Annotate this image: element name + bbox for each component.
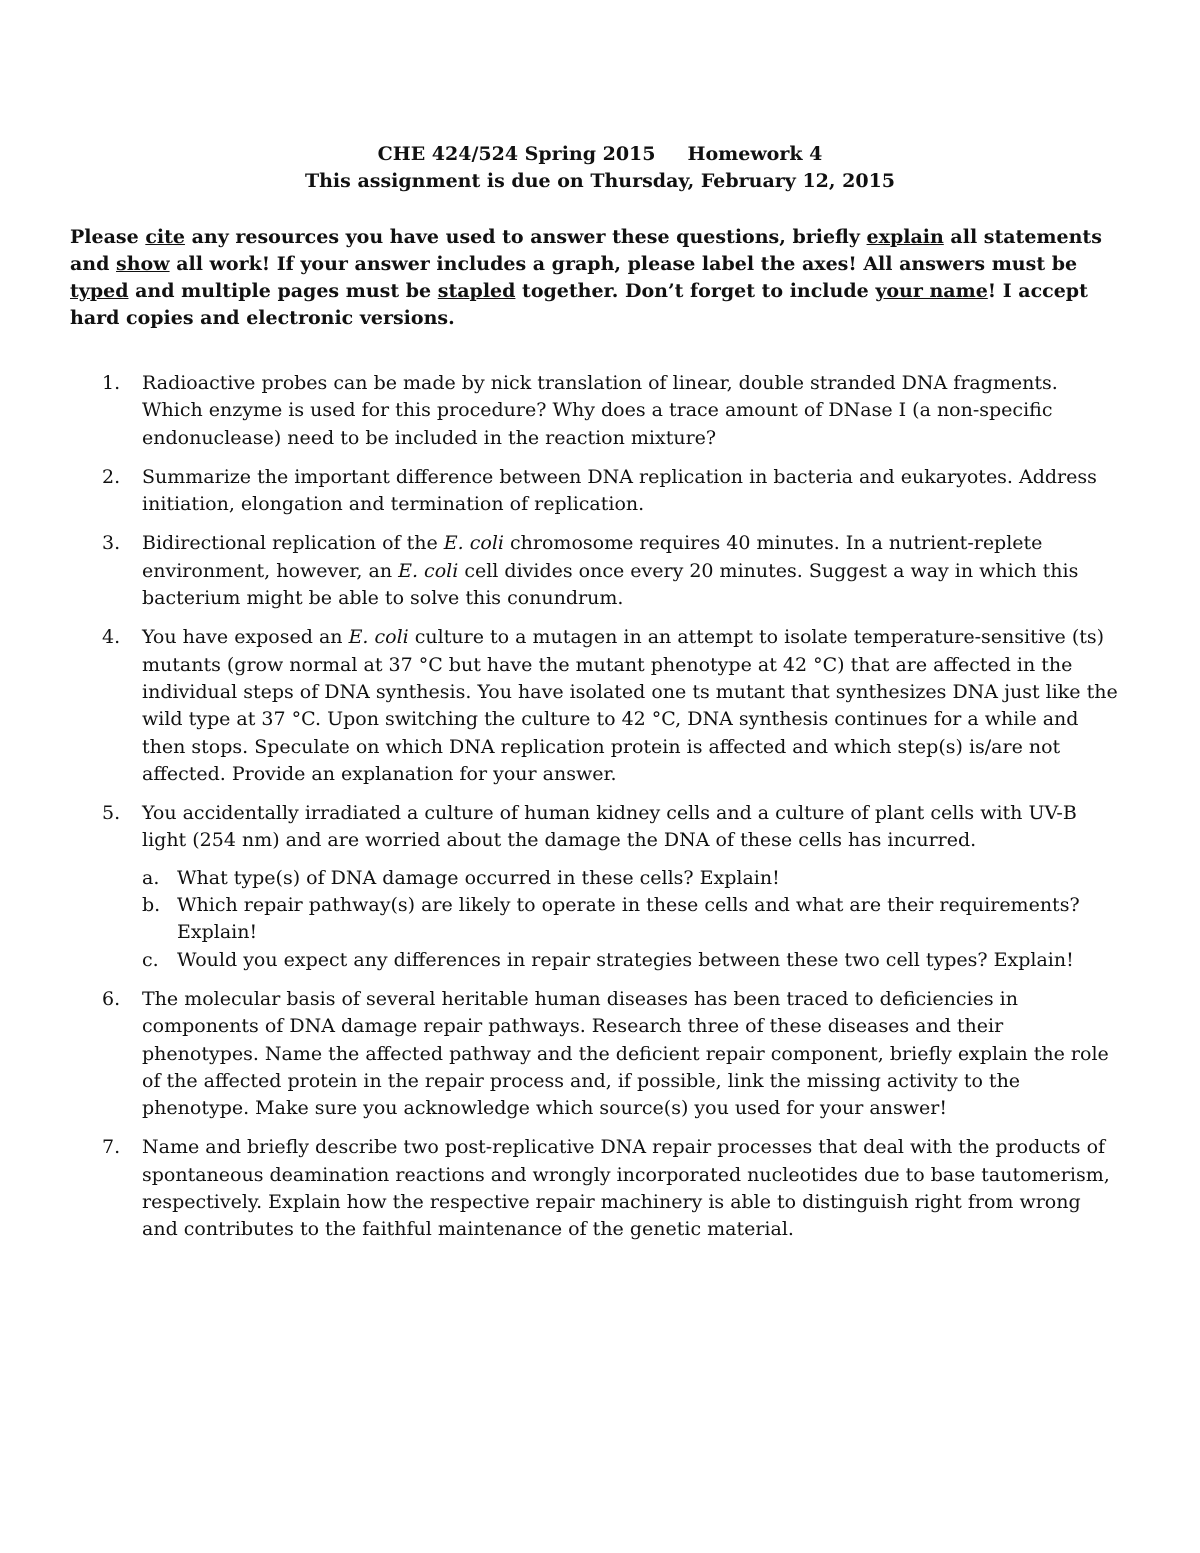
question-text: You accidentally irradiated a culture of human kidney cells and a culture of plant cells with UV-B light (254 nm) and are worried about the damage the DNA of these cells has incurred.	[142, 802, 1077, 852]
question-5	[100, 800, 1120, 974]
question-number: 3.	[102, 532, 121, 555]
instr-text-5: and multiple pages must be	[128, 280, 438, 302]
course-title: CHE 424/524 Spring 2015	[377, 143, 656, 165]
sub-question-text: Which repair pathway(s) are likely to operate in these cells and what are their requirements? Explain!	[177, 894, 1080, 944]
instr-text-3: all statements and	[70, 226, 1102, 275]
question-6	[100, 986, 1120, 1122]
question-text-part: chromosome requires 40 minutes. In a nutrient-replete environment, however, an	[142, 532, 1043, 582]
question-1	[100, 370, 1120, 452]
question-4	[100, 624, 1120, 788]
instr-cite: cite	[145, 226, 185, 248]
question-number: 7.	[102, 1136, 121, 1159]
question-number: 1.	[102, 372, 121, 394]
sub-question-a	[142, 865, 1120, 892]
question-number: 4.	[102, 626, 121, 649]
assignment-title: Homework 4	[687, 143, 823, 165]
sub-question-text: Would you expect any differences in repair strategies between these two cell types? Explain!	[177, 948, 1074, 971]
sub-question-letter: a.	[142, 866, 160, 889]
instr-explain: explain	[866, 226, 944, 248]
question-number: 5.	[102, 802, 121, 825]
instr-text-7: ! I accept hard copies and electronic versions.	[70, 280, 1088, 329]
sub-question-list	[142, 865, 1120, 974]
sub-question-text: What type(s) of DNA damage occurred in these cells? Explain!	[177, 866, 780, 889]
species-name: E. coli	[348, 626, 409, 649]
question-text-part: culture to a mutagen in an attempt to isolate temperature-sensitive (ts) mutants (grow normal at 37 °C but have the mutant phenotype at 42 °C) that are affected in the individual steps of DNA synthesis. You have isolated one ts mutant that synthesizes DNA just like the wild type at 37 °C. Upon switching the culture to 42 °C, DNA synthesis continues for a while and then stops. Speculate on which DNA replication protein is affected and which step(s) is/are not affected. Provide an explanation for your answer.	[142, 626, 1118, 785]
question-text: The molecular basis of several heritable human diseases has been traced to deficiencies in components of DNA damage repair pathways. Research three of these diseases and their phenotypes. Name the affected pathway and the deficient repair component, briefly explain the role of the affected protein in the repair process and, if possible, link the missing activity to the phenotype. Make sure you acknowledge which source(s) you used for your answer!	[142, 987, 1109, 1120]
document-header	[0, 141, 1200, 195]
question-text: Name and briefly describe two post-replicative DNA repair processes that deal with the products of spontaneous deamination reactions and wrongly incorporated nucleotides due to base tautomerism, respectively. Explain how the respective repair machinery is able to distinguish right from wrong and contributes to the faithful maintenance of the genetic material.	[142, 1136, 1110, 1241]
sub-question-c	[142, 947, 1120, 974]
sub-question-letter: b.	[142, 894, 161, 917]
instr-text-6: together. Don’t forget to include	[515, 280, 876, 302]
instr-text-2: any resources you have used to answer these questions, briefly	[184, 226, 867, 248]
species-name: E. coli	[443, 532, 504, 555]
instr-text-4: all work! If your answer includes a graph, please label the axes! All answers must be	[169, 253, 1078, 275]
question-text: Radioactive probes can be made by nick translation of linear, double stranded DNA fragments. Which enzyme is used for this procedure? Why does a trace amount of DNase I (a non-specific endonuclease) need to be included in the reaction mixture?	[142, 372, 1058, 449]
sub-question-letter: c.	[142, 948, 159, 971]
question-number: 6.	[102, 987, 121, 1010]
question-7	[100, 1134, 1120, 1243]
question-text-part: Bidirectional replication of the	[142, 532, 444, 555]
question-2	[100, 464, 1120, 519]
question-text: Summarize the important difference between DNA replication in bacteria and eukaryotes. Address initiation, elongation and termination of replication.	[142, 465, 1097, 516]
due-date: This assignment is due on Thursday, February 12, 2015	[304, 170, 896, 192]
title-line	[0, 141, 1200, 168]
instr-stapled: stapled	[437, 280, 516, 302]
question-number: 2.	[102, 465, 121, 488]
instr-show: show	[116, 253, 170, 275]
question-text-part: cell divides once every 20 minutes. Suggest a way in which this bacterium might be able to solve this conundrum.	[142, 559, 1079, 610]
sub-question-b	[142, 892, 1120, 947]
question-list	[100, 370, 1120, 1256]
species-name: E. coli	[398, 559, 459, 582]
instr-text-1: Please	[70, 226, 146, 248]
instr-typed: typed	[70, 280, 129, 302]
instructions-paragraph	[70, 224, 1134, 332]
question-text-part: You have exposed an	[142, 626, 349, 649]
instr-your-name: your name	[875, 280, 988, 302]
question-3	[100, 530, 1120, 612]
